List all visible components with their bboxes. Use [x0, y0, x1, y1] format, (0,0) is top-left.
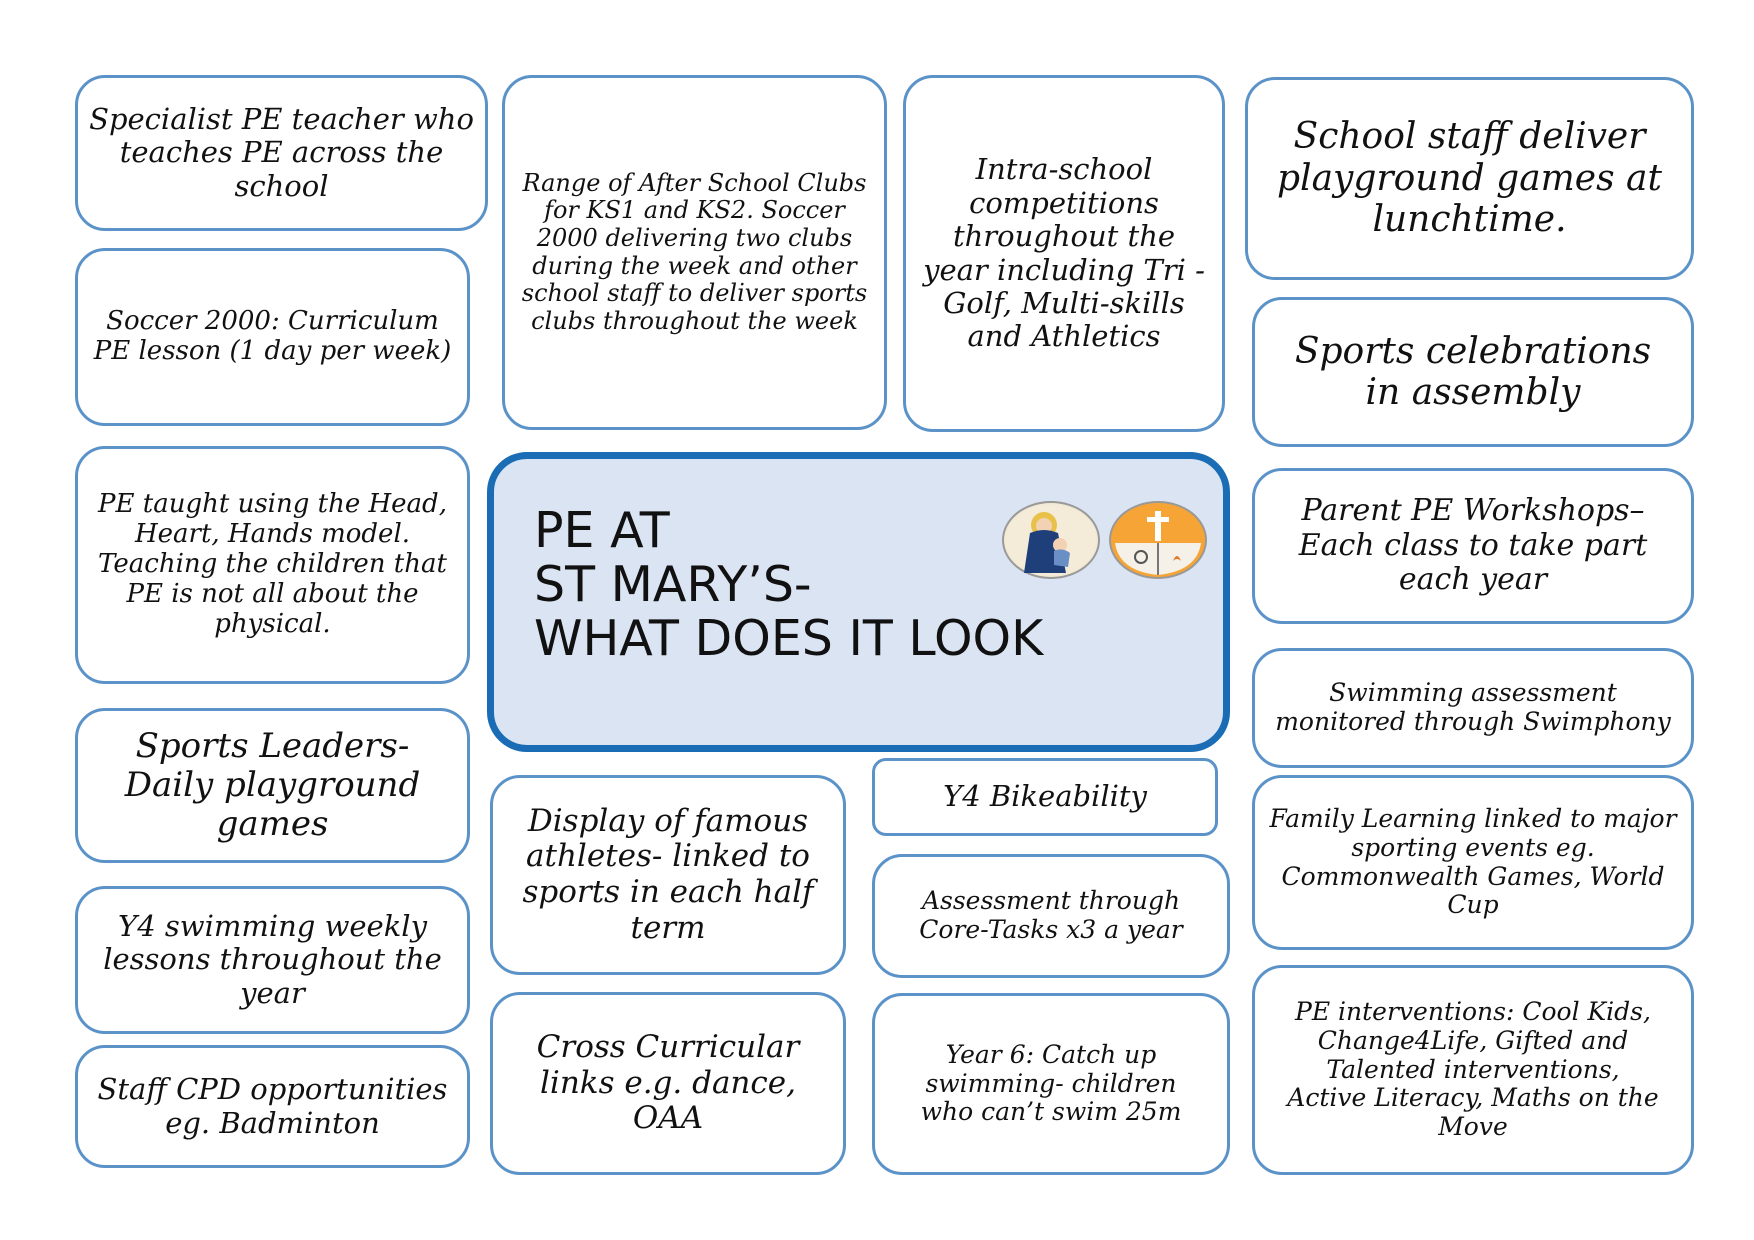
- card-text: Cross Curricular links e.g. dance, OAA: [536, 1029, 800, 1137]
- card-text: Intra-school competitions throughout the year including Tri - Golf, Multi-skills and Athletics: [923, 152, 1205, 354]
- card-text: School staff deliver playground games at lunchtime.: [1277, 116, 1662, 241]
- card-text: Year 6: Catch up swimming- children who can’t swim 25m: [920, 1039, 1182, 1127]
- card-sports-leaders: [75, 708, 470, 863]
- title-line-2: ST MARY’S-: [534, 555, 812, 613]
- school-crest-icon: [1109, 501, 1207, 579]
- madonna-logo-icon: [1002, 501, 1100, 579]
- card-text: Swimming assessment monitored through Swimphony: [1275, 678, 1671, 736]
- card-text: Range of After School Clubs for KS1 and KS2. Soccer 2000 delivering two clubs during the week and other school staff to deliver sports clubs throughout the week: [521, 168, 868, 335]
- card-text: Family Learning linked to major sporting events eg. Commonwealth Games, World Cup: [1269, 804, 1677, 920]
- page-title: [534, 504, 1043, 666]
- card-text: Parent PE Workshops– Each class to take part each year: [1298, 493, 1648, 598]
- card-text: Sports Leaders- Daily playground games: [124, 725, 421, 845]
- card-celebrations: [1252, 297, 1694, 447]
- card-text: Soccer 2000: Curriculum PE lesson (1 day per week): [93, 306, 452, 366]
- card-staff-playground: [1245, 77, 1694, 280]
- card-text: Display of famous athletes- linked to sports in each half term: [522, 802, 814, 946]
- card-y4-swimming: [75, 886, 470, 1034]
- card-text: Assessment through Core-Tasks x3 a year: [919, 886, 1183, 944]
- card-soccer-curriculum: [75, 248, 470, 426]
- card-core-tasks: [872, 854, 1230, 978]
- card-text: Y4 Bikeability: [943, 779, 1147, 814]
- card-swimming-assessment: [1252, 648, 1694, 768]
- card-family-learning: [1252, 775, 1694, 950]
- card-after-school-clubs: [502, 75, 887, 430]
- title-panel: [487, 452, 1230, 752]
- card-text: Specialist PE teacher who teaches PE across the school: [89, 101, 474, 203]
- card-specialist-teacher: [75, 75, 488, 231]
- card-catch-up-swimming: [872, 993, 1230, 1175]
- title-line-3: WHAT DOES IT LOOK: [534, 609, 1044, 667]
- card-intra-school: [903, 75, 1225, 432]
- card-text: Y4 swimming weekly lessons throughout the year: [103, 908, 442, 1010]
- card-text: Staff CPD opportunities eg. Badminton: [97, 1072, 448, 1140]
- card-head-heart-hands: [75, 446, 470, 684]
- card-cross-curricular: [490, 992, 846, 1175]
- card-bikeability: [872, 758, 1218, 836]
- card-pe-interventions: [1252, 965, 1694, 1175]
- card-text: Sports celebrations in assembly: [1294, 330, 1652, 413]
- card-display-athletes: [490, 775, 846, 975]
- card-parent-workshops: [1252, 468, 1694, 624]
- card-text: PE interventions: Cool Kids, Change4Life, Gifted and Talented interventions, Active Literacy, Maths on the Move: [1287, 997, 1659, 1142]
- card-staff-cpd: [75, 1045, 470, 1168]
- title-line-1: PE AT: [534, 502, 670, 559]
- card-text: PE taught using the Head, Heart, Hands model. Teaching the children that PE is not all about the physical.: [98, 489, 447, 639]
